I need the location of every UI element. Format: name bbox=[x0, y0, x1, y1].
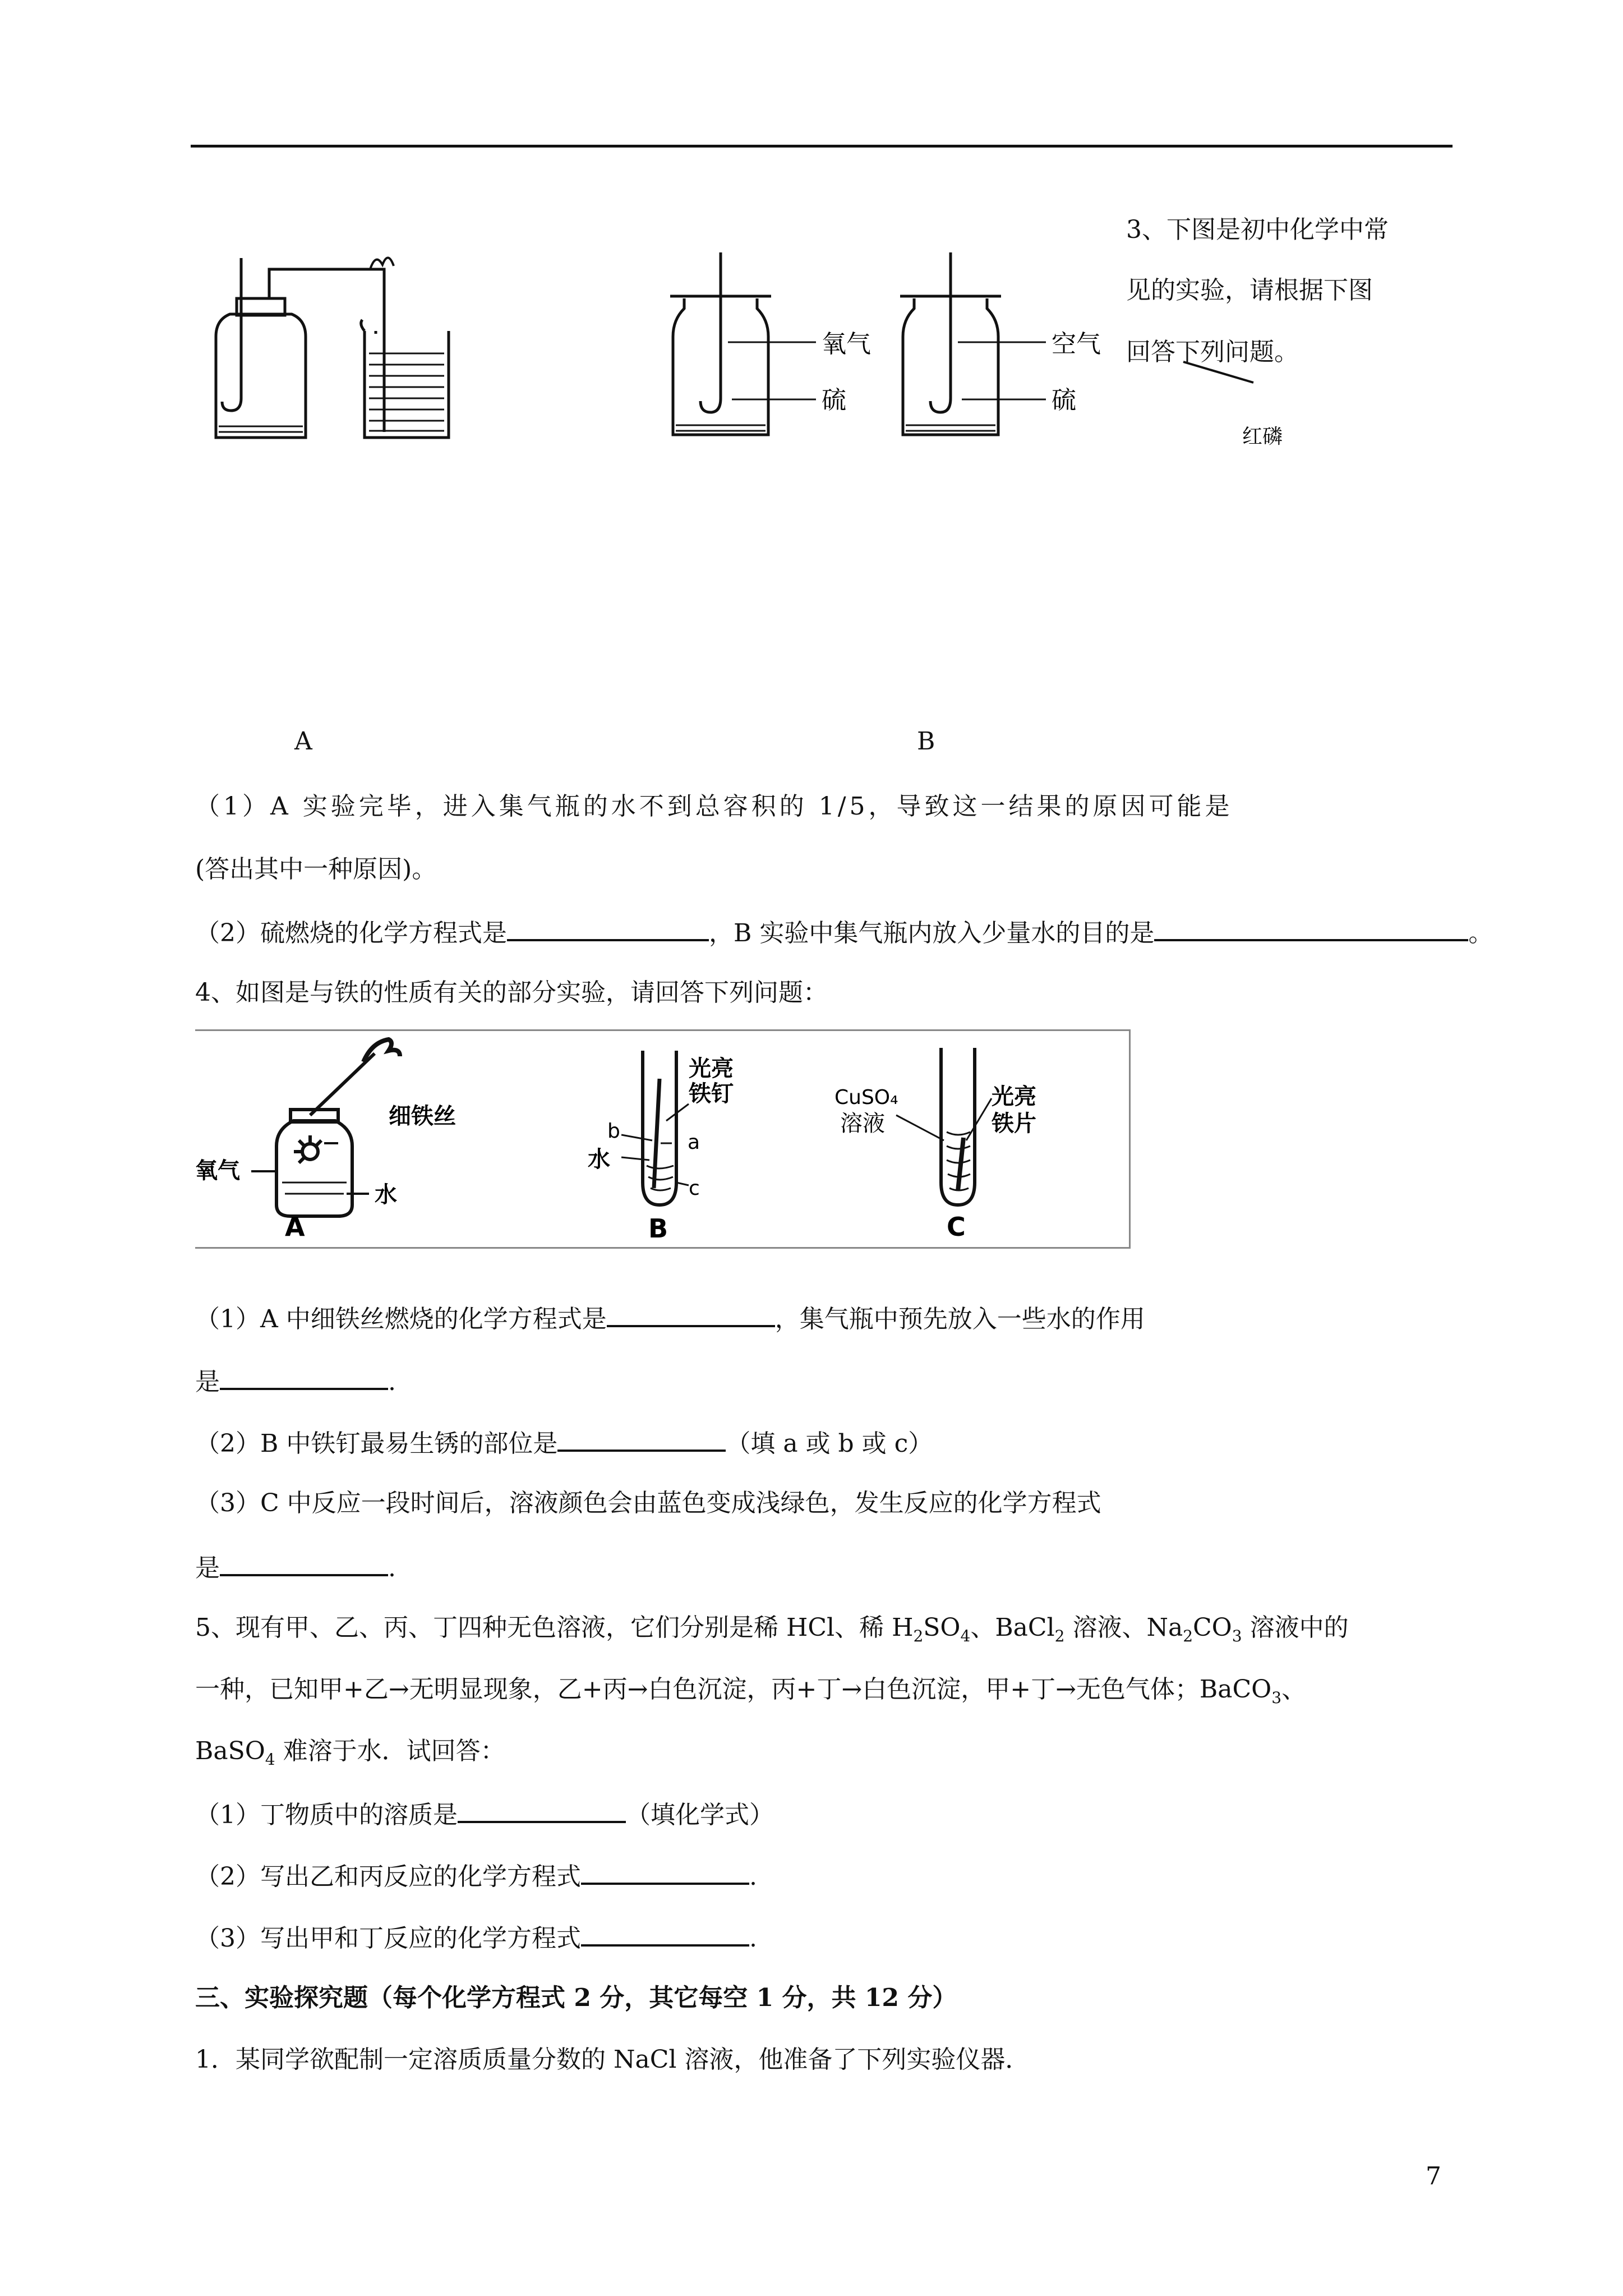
q4-p1-line2 bbox=[195, 1363, 396, 1399]
q4-p2-text-b: （填 a 或 b 或 c） bbox=[726, 1429, 933, 1458]
copper-sulfate-tube bbox=[896, 1048, 992, 1205]
q5-line3-sub: 4 bbox=[265, 1750, 275, 1769]
q4-p1-line1 bbox=[195, 1300, 1145, 1336]
q4-p3-text-c: . bbox=[388, 1554, 396, 1582]
q4-caption-b: B bbox=[648, 1213, 668, 1244]
q4-p1-text-d: . bbox=[388, 1368, 396, 1396]
q5-p3-text-a: （3）写出甲和丁反应的化学方程式 bbox=[195, 1924, 581, 1953]
q4-p1-text-b: ，集气瓶中预先放入一些水的作用 bbox=[774, 1305, 1145, 1333]
q5-line1-c: 、BaCl bbox=[970, 1613, 1055, 1642]
q3-caption-b: B bbox=[917, 727, 935, 756]
oxygen-label: 氧气 bbox=[195, 1158, 240, 1184]
q4-p1-text-a: （1）A 中细铁丝燃烧的化学方程式是 bbox=[195, 1305, 607, 1333]
header-rule bbox=[191, 145, 1453, 148]
apparatus-a bbox=[216, 257, 449, 438]
sulfur-label-2: 硫 bbox=[1052, 386, 1076, 415]
q5-p2-text-a: （2）写出乙和丙反应的化学方程式 bbox=[195, 1862, 581, 1891]
q3-p1-line2: (答出其中一种原因)。 bbox=[195, 855, 437, 884]
bright-nail-label-1: 光亮 bbox=[689, 1056, 734, 1082]
q5-line1-a: 5、现有甲、乙、丙、丁四种无色溶液，它们分别是稀 HCl、稀 H bbox=[195, 1613, 914, 1642]
q5-line3-a: BaSO bbox=[195, 1737, 265, 1765]
apparatus-b-oxygen-water bbox=[676, 425, 766, 431]
q5-p3-text-b: . bbox=[749, 1924, 757, 1953]
q5-line1-d: 溶液、Na bbox=[1064, 1613, 1183, 1642]
section3-heading: 三、实验探究题（每个化学方程式 2 分，其它每空 1 分，共 12 分） bbox=[195, 1984, 957, 2012]
answer-blank[interactable] bbox=[458, 1796, 626, 1823]
cuso4-label-2: 溶液 bbox=[840, 1111, 885, 1137]
q4-p3-text-b: 是 bbox=[195, 1554, 220, 1582]
q5-line1-sub4: 2 bbox=[1183, 1627, 1193, 1645]
q4-p2 bbox=[195, 1425, 933, 1461]
nail-test-tube bbox=[621, 1051, 689, 1205]
q5-p1 bbox=[195, 1796, 774, 1832]
air-label: 空气 bbox=[1052, 330, 1101, 358]
apparatus-b-air bbox=[900, 252, 1046, 435]
q4-p1-text-c: 是 bbox=[195, 1368, 220, 1396]
q5-line1-sub1: 2 bbox=[913, 1627, 924, 1645]
q3-p2-text-c: 。 bbox=[1468, 919, 1493, 947]
red-phosphorus-label: 红磷 bbox=[1242, 425, 1283, 448]
q4-p3-line1: （3）C 中反应一段时间后，溶液颜色会由蓝色变成浅绿色，发生反应的化学方程式 bbox=[195, 1489, 1101, 1517]
q4-caption-a: A bbox=[285, 1212, 305, 1242]
water-label: 水 bbox=[375, 1182, 397, 1208]
q5-line1-b: SO bbox=[923, 1613, 961, 1642]
q5-line2-a: 一种，已知甲+乙→无明显现象，乙+丙→白色沉淀，丙+丁→白色沉淀，甲+丁→无色气体；BaCO bbox=[195, 1675, 1272, 1704]
bright-sheet-label-1: 光亮 bbox=[992, 1084, 1036, 1110]
oxygen-label: 氧气 bbox=[822, 330, 871, 358]
apparatus-a-water bbox=[219, 353, 444, 432]
q5-line3-b: 难溶于水．试回答： bbox=[275, 1737, 505, 1765]
page-number: 7 bbox=[1426, 2162, 1441, 2191]
section3-q1: 1．某同学欲配制一定溶质质量分数的 NaCl 溶液，他准备了下列实验仪器． bbox=[195, 2045, 1030, 2074]
q4-caption-c: C bbox=[947, 1212, 966, 1242]
answer-blank[interactable] bbox=[1154, 914, 1468, 941]
bright-nail-label-2: 铁钉 bbox=[689, 1081, 734, 1107]
label-c: c bbox=[689, 1177, 700, 1200]
answer-blank[interactable] bbox=[220, 1549, 388, 1576]
answer-blank[interactable] bbox=[581, 1920, 749, 1947]
answer-blank[interactable] bbox=[557, 1425, 726, 1452]
label-b: b bbox=[607, 1120, 620, 1143]
q5-line3 bbox=[195, 1734, 505, 1777]
q5-line2 bbox=[195, 1673, 1306, 1715]
thin-iron-wire-label: 细铁丝 bbox=[389, 1103, 456, 1129]
q5-line2-sub: 3 bbox=[1271, 1688, 1282, 1707]
q5-p2-text-b: . bbox=[749, 1862, 757, 1891]
q4-p2-text-a: （2）B 中铁钉最易生锈的部位是 bbox=[195, 1429, 558, 1458]
sulfur-label-1: 硫 bbox=[822, 386, 846, 415]
q4-p3-line2 bbox=[195, 1549, 396, 1585]
q3-p1-line1: （1）A 实验完毕，进入集气瓶的水不到总容积的 1/5，导致这一结果的原因可能是 bbox=[195, 792, 1233, 821]
cuso4-label-1: CuSO₄ bbox=[834, 1086, 898, 1109]
q3-p2-text-b: ，B 实验中集气瓶内放入少量水的目的是 bbox=[709, 919, 1155, 947]
answer-blank[interactable] bbox=[607, 1300, 775, 1327]
answer-blank[interactable] bbox=[581, 1858, 749, 1885]
apparatus-b-oxygen bbox=[670, 252, 816, 435]
q5-p1-text-b: （填化学式） bbox=[626, 1801, 774, 1829]
q3-figure bbox=[185, 236, 1307, 460]
q3-p2-text-a: （2）硫燃烧的化学方程式是 bbox=[195, 919, 507, 947]
q5-p3 bbox=[195, 1920, 757, 1955]
q5-p2 bbox=[195, 1858, 757, 1894]
q5-line1-f: 溶液中的 bbox=[1242, 1613, 1349, 1642]
answer-blank[interactable] bbox=[220, 1363, 388, 1390]
q3-p2 bbox=[195, 914, 1493, 950]
q5-line1-sub5: 3 bbox=[1232, 1627, 1242, 1645]
q3-intro-line-2: 见的实验，请根据下图 bbox=[1126, 276, 1373, 305]
red-phosphorus-pointer bbox=[1183, 362, 1253, 383]
q4-figure bbox=[195, 1031, 1126, 1244]
label-a: a bbox=[688, 1131, 700, 1154]
q3-caption-a: A bbox=[294, 727, 312, 756]
q5-line1-sub3: 2 bbox=[1054, 1627, 1065, 1645]
q5-line1 bbox=[195, 1611, 1349, 1653]
q5-line1-e: CO bbox=[1193, 1613, 1232, 1642]
q3-intro-line-3: 回答下列问题。 bbox=[1126, 338, 1299, 366]
q5-line1-sub2: 4 bbox=[960, 1627, 971, 1645]
q5-line2-b: 、 bbox=[1281, 1675, 1307, 1704]
answer-blank[interactable] bbox=[507, 914, 709, 941]
apparatus-b-air-water bbox=[906, 425, 995, 431]
q4-intro: 4、如图是与铁的性质有关的部分实验，请回答下列问题： bbox=[195, 978, 828, 1007]
nail-water-label: 水 bbox=[588, 1147, 610, 1172]
q3-intro-line-1: 3、下图是初中化学中常 bbox=[1126, 215, 1389, 244]
bright-sheet-label-2: 铁片 bbox=[992, 1111, 1036, 1137]
q5-p1-text-a: （1）丁物质中的溶质是 bbox=[195, 1801, 458, 1829]
